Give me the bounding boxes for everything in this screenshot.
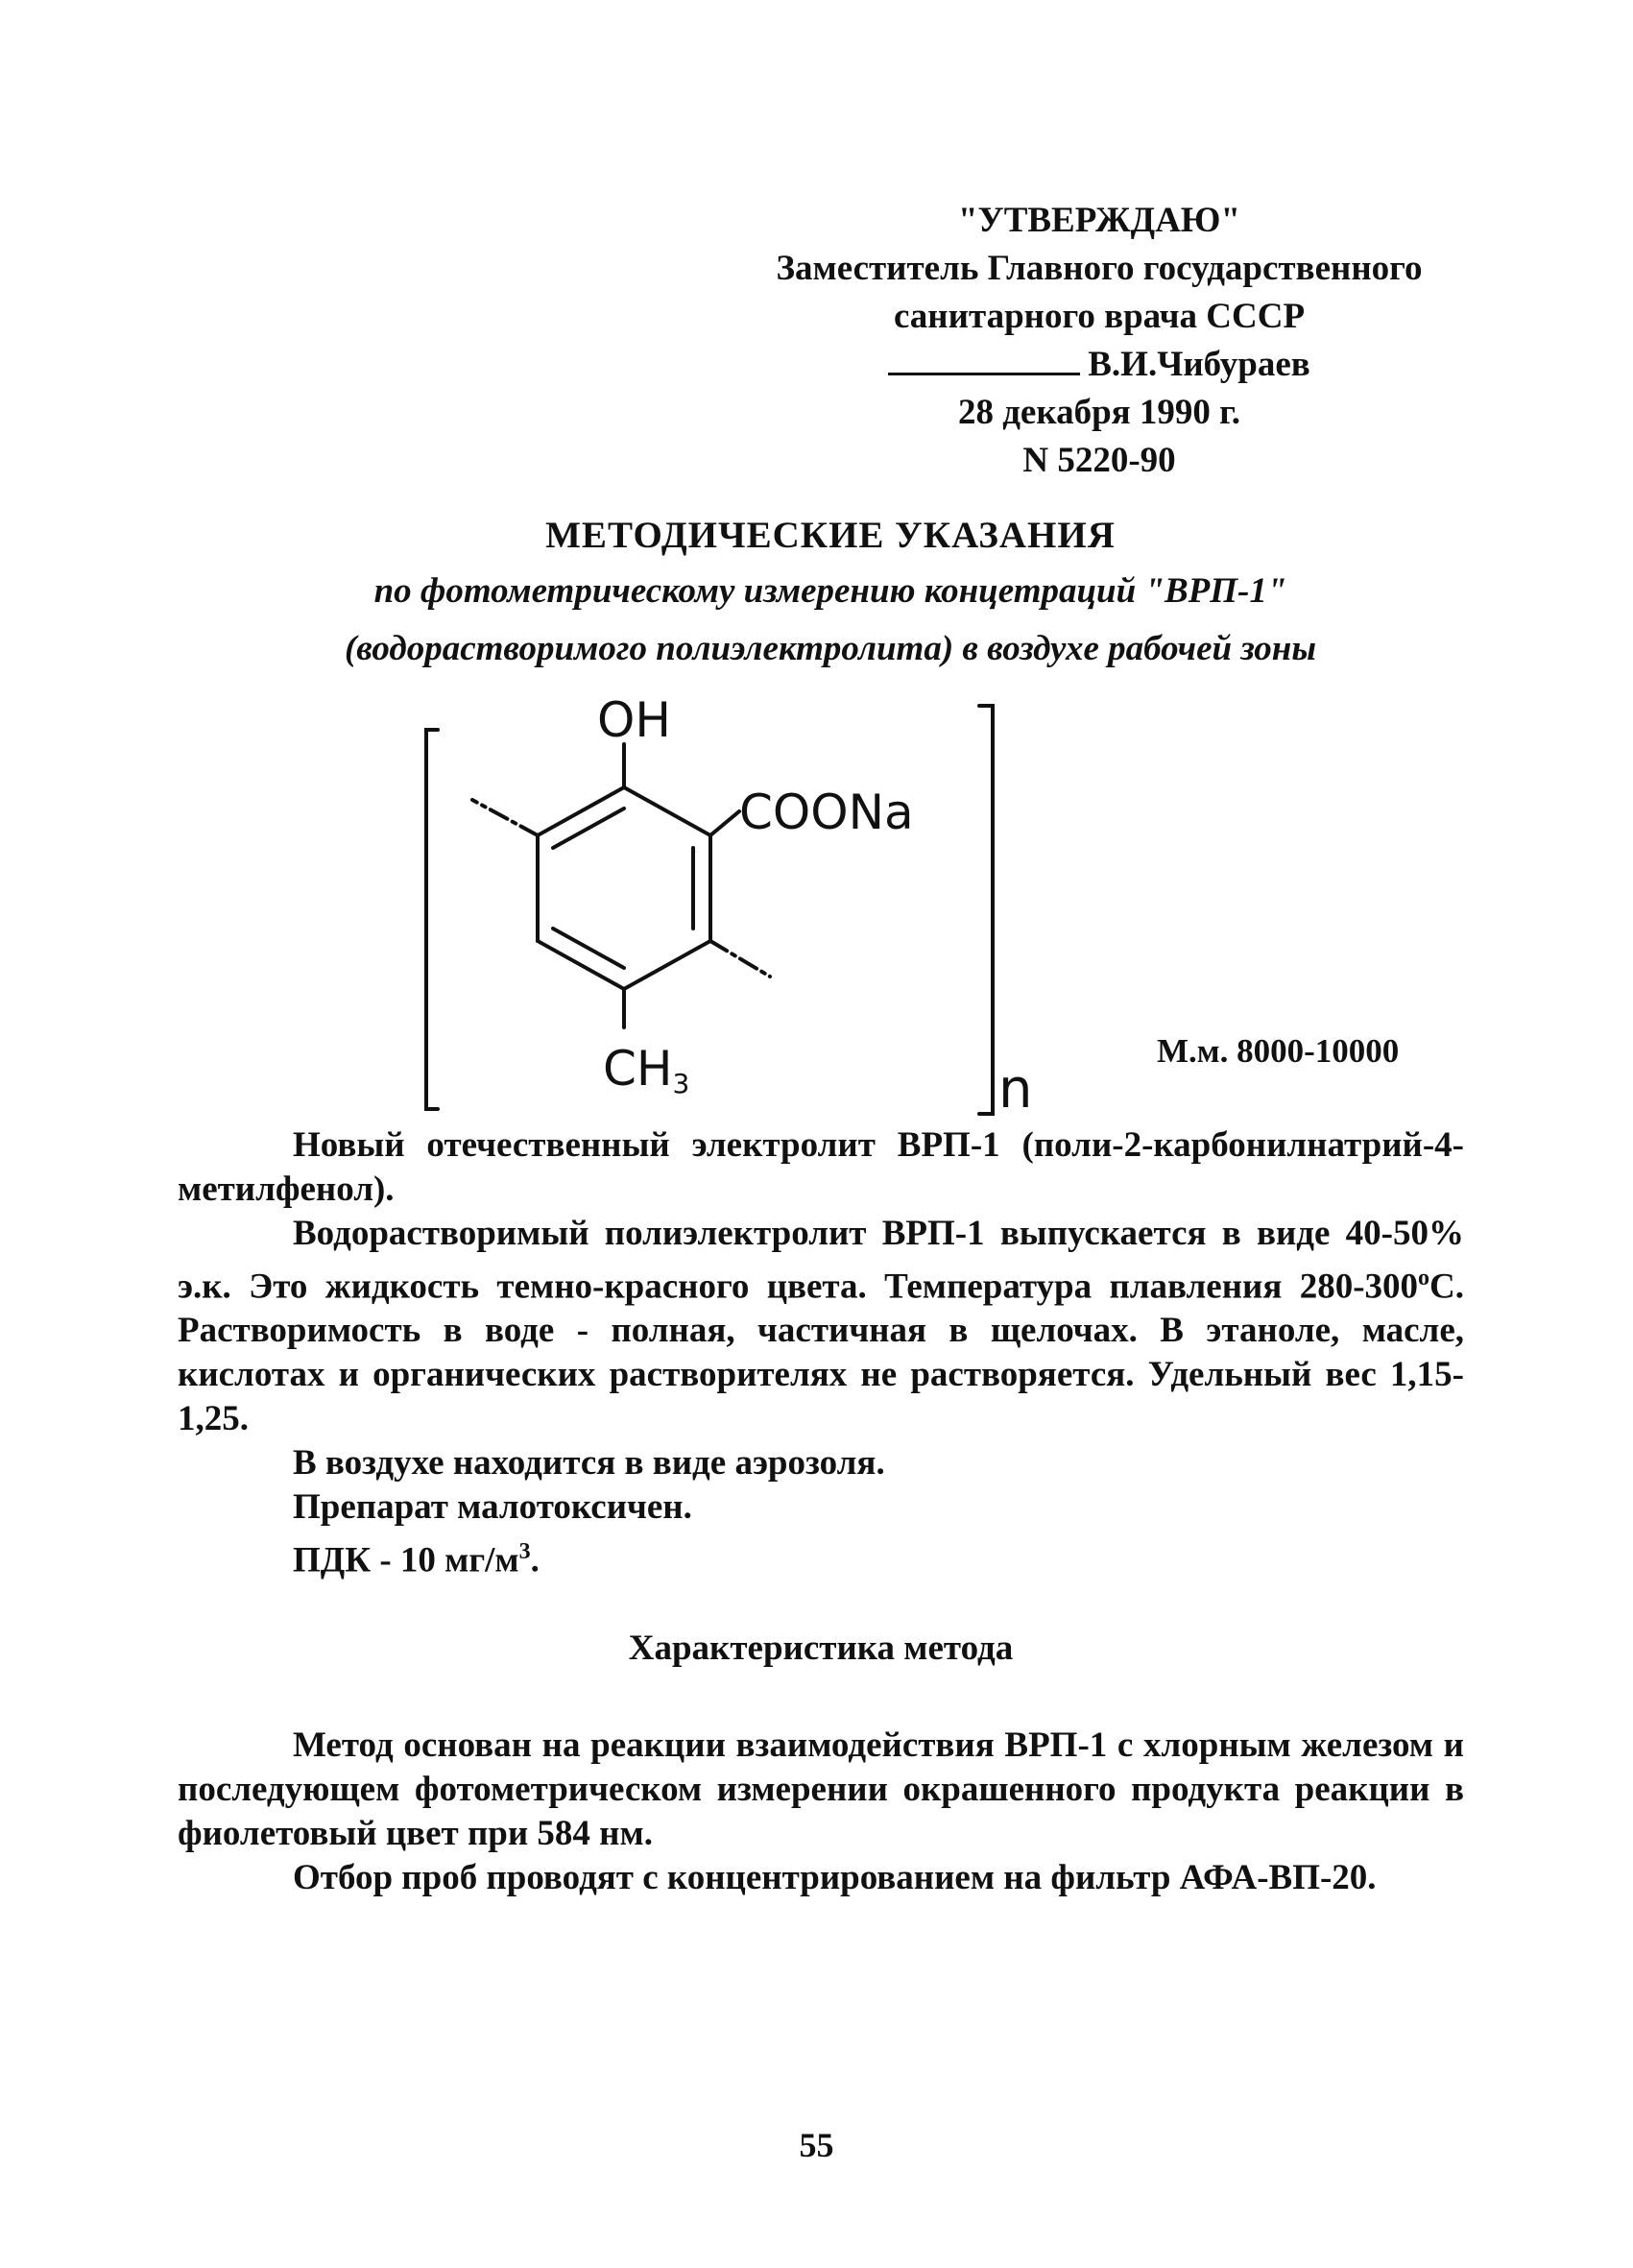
ring-double-bond-1 — [553, 808, 624, 848]
document-title-block — [192, 509, 1469, 678]
method-paragraph-2: Отбор проб проводят с концентрированием на фильтр АФА-ВП-20. — [293, 1858, 1377, 1897]
coona-bond — [710, 811, 739, 835]
document-subtitle-line2: (водорастворимого полиэлектролита) в воздухе рабочей зоны — [344, 629, 1317, 668]
structural-formula — [413, 677, 1033, 1128]
paragraph-intro: Новый отечественный электролит ВРП-1 (поли-2-карбонилнатрий-4-метилфенол). — [178, 1125, 1464, 1209]
right-bracket — [979, 706, 993, 1114]
chain-bond-right — [710, 941, 770, 977]
molecular-mass: М.м. 8000-10000 — [1157, 1032, 1400, 1070]
approval-number: N 5220-90 — [1022, 441, 1176, 480]
method-block — [178, 1724, 1464, 1900]
approval-block — [710, 197, 1488, 485]
properties-text-part2: С. Растворимость в воде - полная, частичная в щелочах. В этаноле, масле, кислотах и органических растворителях не растворяется. Удельный вес 1,15-1,25. — [178, 1267, 1464, 1439]
pdk-superscript: 3 — [518, 1539, 531, 1565]
degree-sign: о — [1418, 1266, 1430, 1291]
approval-date: 28 декабря 1990 г. — [957, 393, 1241, 432]
signature-line — [888, 342, 1080, 375]
formula-coona-label: COONa — [739, 784, 914, 840]
formula-n-label: n — [998, 1058, 1033, 1121]
section-title: Характеристика метода — [628, 1629, 1014, 1668]
paragraph-toxicity: Препарат малотоксичен. — [293, 1487, 692, 1528]
method-paragraph-1: Метод основан на реакции взаимодействия ВРП-1 с хлорным железом и последующем фотометрическом измерении окрашенного продукта реакции в фиолетовый цвет при 584 нм. — [178, 1725, 1464, 1853]
document-title: МЕТОДИЧЕСКИЕ УКАЗАНИЯ — [545, 515, 1116, 556]
approval-position-line2: санитарного врача СССР — [893, 297, 1306, 336]
formula-oh-label: OH — [597, 692, 671, 748]
ring-double-bond-3 — [553, 929, 624, 968]
properties-text-part1: Водорастворимый полиэлектролит ВРП-1 выпускается в виде 40-50% э.к. Это жидкость темно-красного цвета. Температура плавления 280-300 — [178, 1214, 1464, 1307]
formula-ch3-label — [603, 1041, 689, 1099]
left-bracket — [426, 730, 438, 1109]
page-number: 55 — [799, 2126, 834, 2164]
benzene-ring — [538, 787, 710, 989]
formula-ch3-subscript: 3 — [672, 1068, 690, 1099]
description-block — [178, 1123, 1464, 1583]
approval-position-line1: Заместитель Главного государственного — [776, 249, 1423, 288]
chain-bond-left — [472, 800, 538, 835]
approval-stamp: "УТВЕРЖДАЮ" — [958, 201, 1240, 240]
approval-signature-row — [710, 341, 1488, 389]
pdk-period: . — [530, 1540, 540, 1580]
pdk-text: ПДК - 10 мг/м — [293, 1540, 519, 1580]
paragraph-aerosol: В воздухе находится в виде аэрозоля. — [293, 1443, 885, 1484]
paragraph-properties — [178, 1212, 1464, 1441]
formula-ch3-text: CH — [603, 1041, 673, 1097]
approval-signatory: В.И.Чибураев — [1088, 345, 1310, 384]
paragraph-pdk — [178, 1530, 1464, 1582]
document-subtitle-line1: по фотометрическому измерению концетраций "ВРП-1" — [373, 571, 1287, 611]
